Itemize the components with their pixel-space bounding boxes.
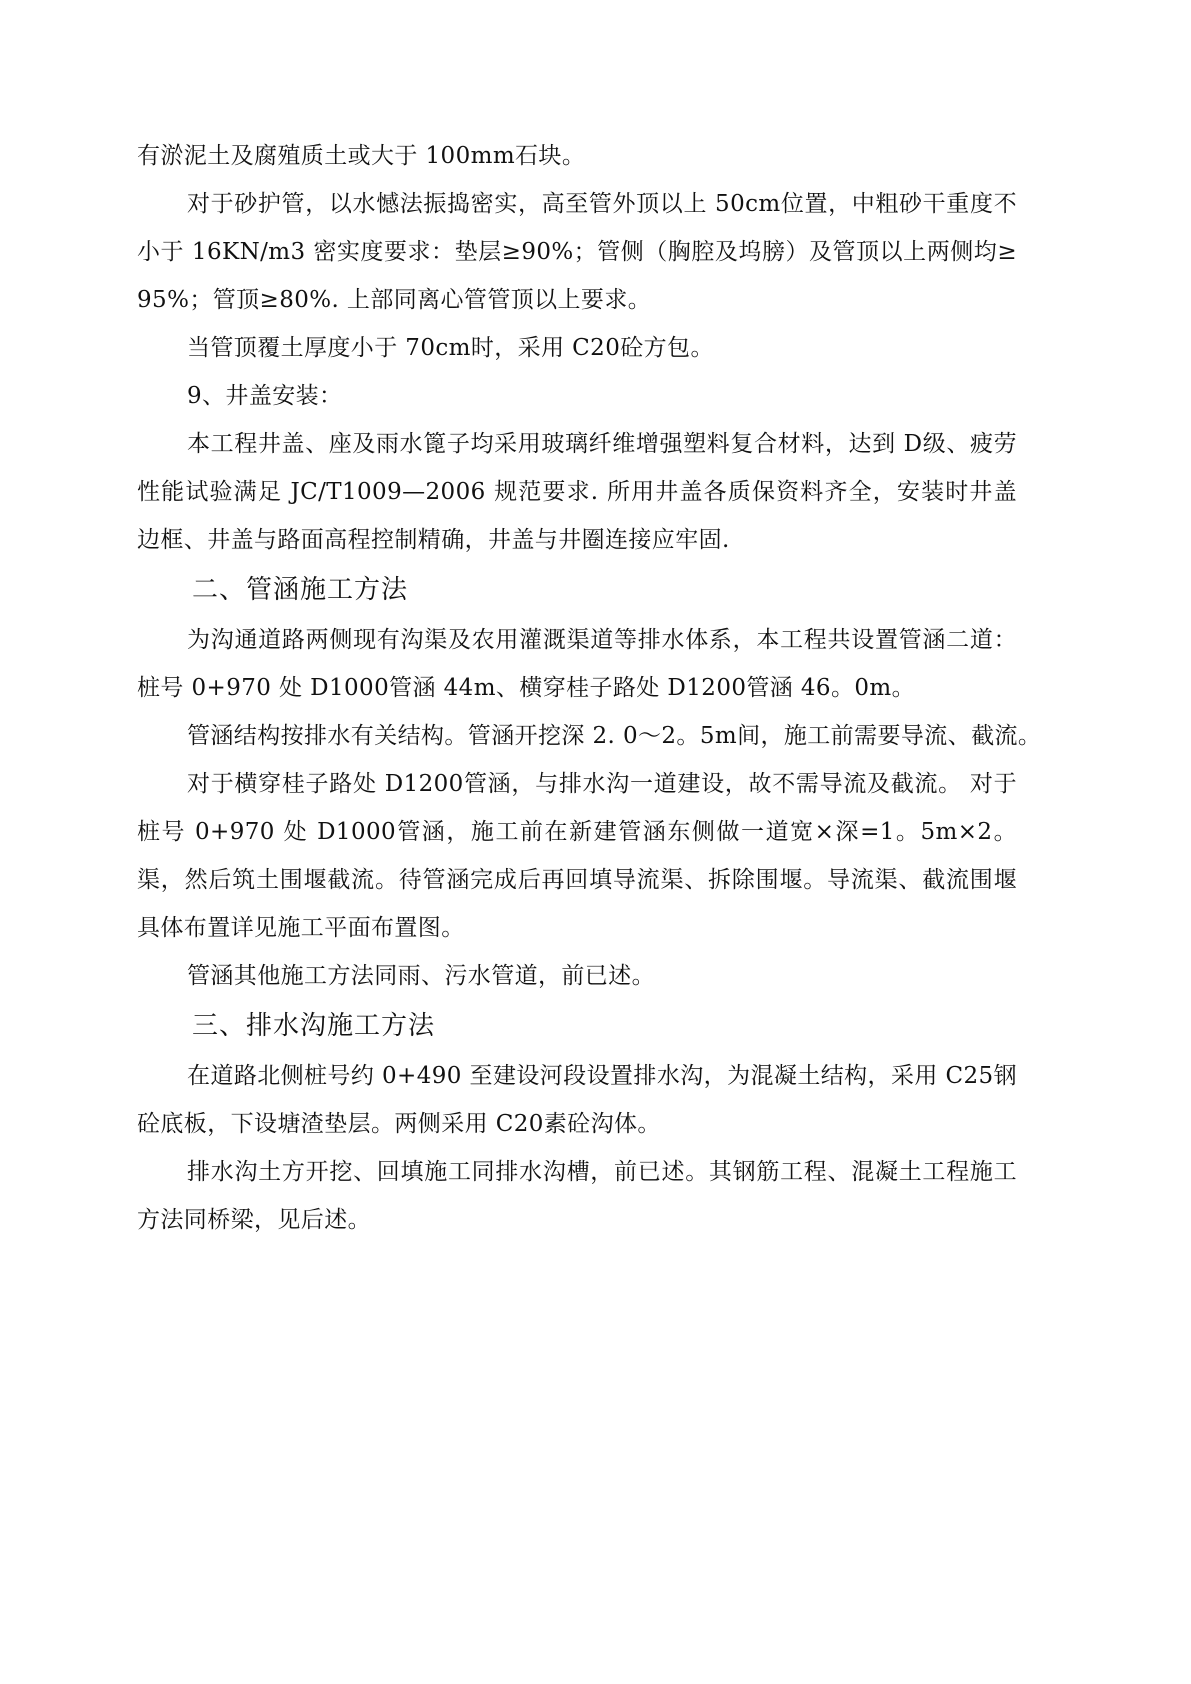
text-line: 对于横穿桂子路处 D1200管涵，与排水沟一道建设，故不需导流及截流。 对于 [187, 771, 1017, 797]
text-line: 边框、井盖与路面高程控制精确，井盖与井圈连接应牢固. [137, 527, 730, 553]
section-heading: 三、排水沟施工方法 [192, 1011, 436, 1041]
text-line: 渠，然后筑土围堰截流。待管涵完成后再回填导流渠、拆除围堰。导流渠、截流围堰 [137, 867, 1017, 893]
text-line: 本工程井盖、座及雨水篦子均采用玻璃纤维增强塑料复合材料，达到 D级、疲劳 [187, 431, 1017, 457]
text-line: 在道路北侧桩号约 0+490 至建设河段设置排水沟，为混凝土结构，采用 C25钢 [187, 1063, 1017, 1089]
text-line: 性能试验满足 JC/T1009—2006 规范要求. 所用井盖各质保资料齐全，安装时井盖 [137, 479, 1017, 505]
text-line: 95%；管顶≥80%. 上部同离心管管顶以上要求。 [137, 287, 652, 313]
text-line: 排水沟土方开挖、回填施工同排水沟槽，前已述。其钢筋工程、混凝土工程施工 [187, 1159, 1017, 1185]
text-line: 小于 16KN/m3 密实度要求：垫层≥90%；管侧（胸腔及坞膀）及管顶以上两侧均≥ [137, 239, 1017, 265]
text-line: 为沟通道路两侧现有沟渠及农用灌溉渠道等排水体系，本工程共设置管涵二道： [187, 627, 1017, 653]
text-line: 桩号 0+970 处 D1000管涵 44m、横穿桂子路处 D1200管涵 46。0m。 [137, 675, 916, 701]
section-subheading: 9、井盖安装： [187, 383, 343, 409]
text-line: 管涵其他施工方法同雨、污水管道，前已述。 [187, 963, 655, 989]
text-line: 具体布置详见施工平面布置图。 [137, 915, 465, 941]
text-line: 对于砂护管，以水憾法振捣密实，高至管外顶以上 50cm位置，中粗砂干重度不 [187, 191, 1017, 217]
document-body [137, 132, 1042, 1244]
text-line: 管涵结构按排水有关结构。管涵开挖深 2. 0～2。5m间，施工前需要导流、截流。 [187, 723, 1042, 749]
text-line: 桩号 0+970 处 D1000管涵，施工前在新建管涵东侧做一道宽×深=1。5m×2。 [137, 819, 1017, 845]
section-heading: 二、管涵施工方法 [192, 575, 409, 605]
text-line: 当管顶覆土厚度小于 70cm时，采用 C20砼方包。 [187, 335, 714, 361]
text-line: 有淤泥土及腐殖质土或大于 100mm石块。 [137, 143, 586, 169]
text-line: 方法同桥梁，见后述。 [137, 1207, 371, 1233]
text-line: 砼底板，下设塘渣垫层。两侧采用 C20素砼沟体。 [137, 1111, 661, 1137]
